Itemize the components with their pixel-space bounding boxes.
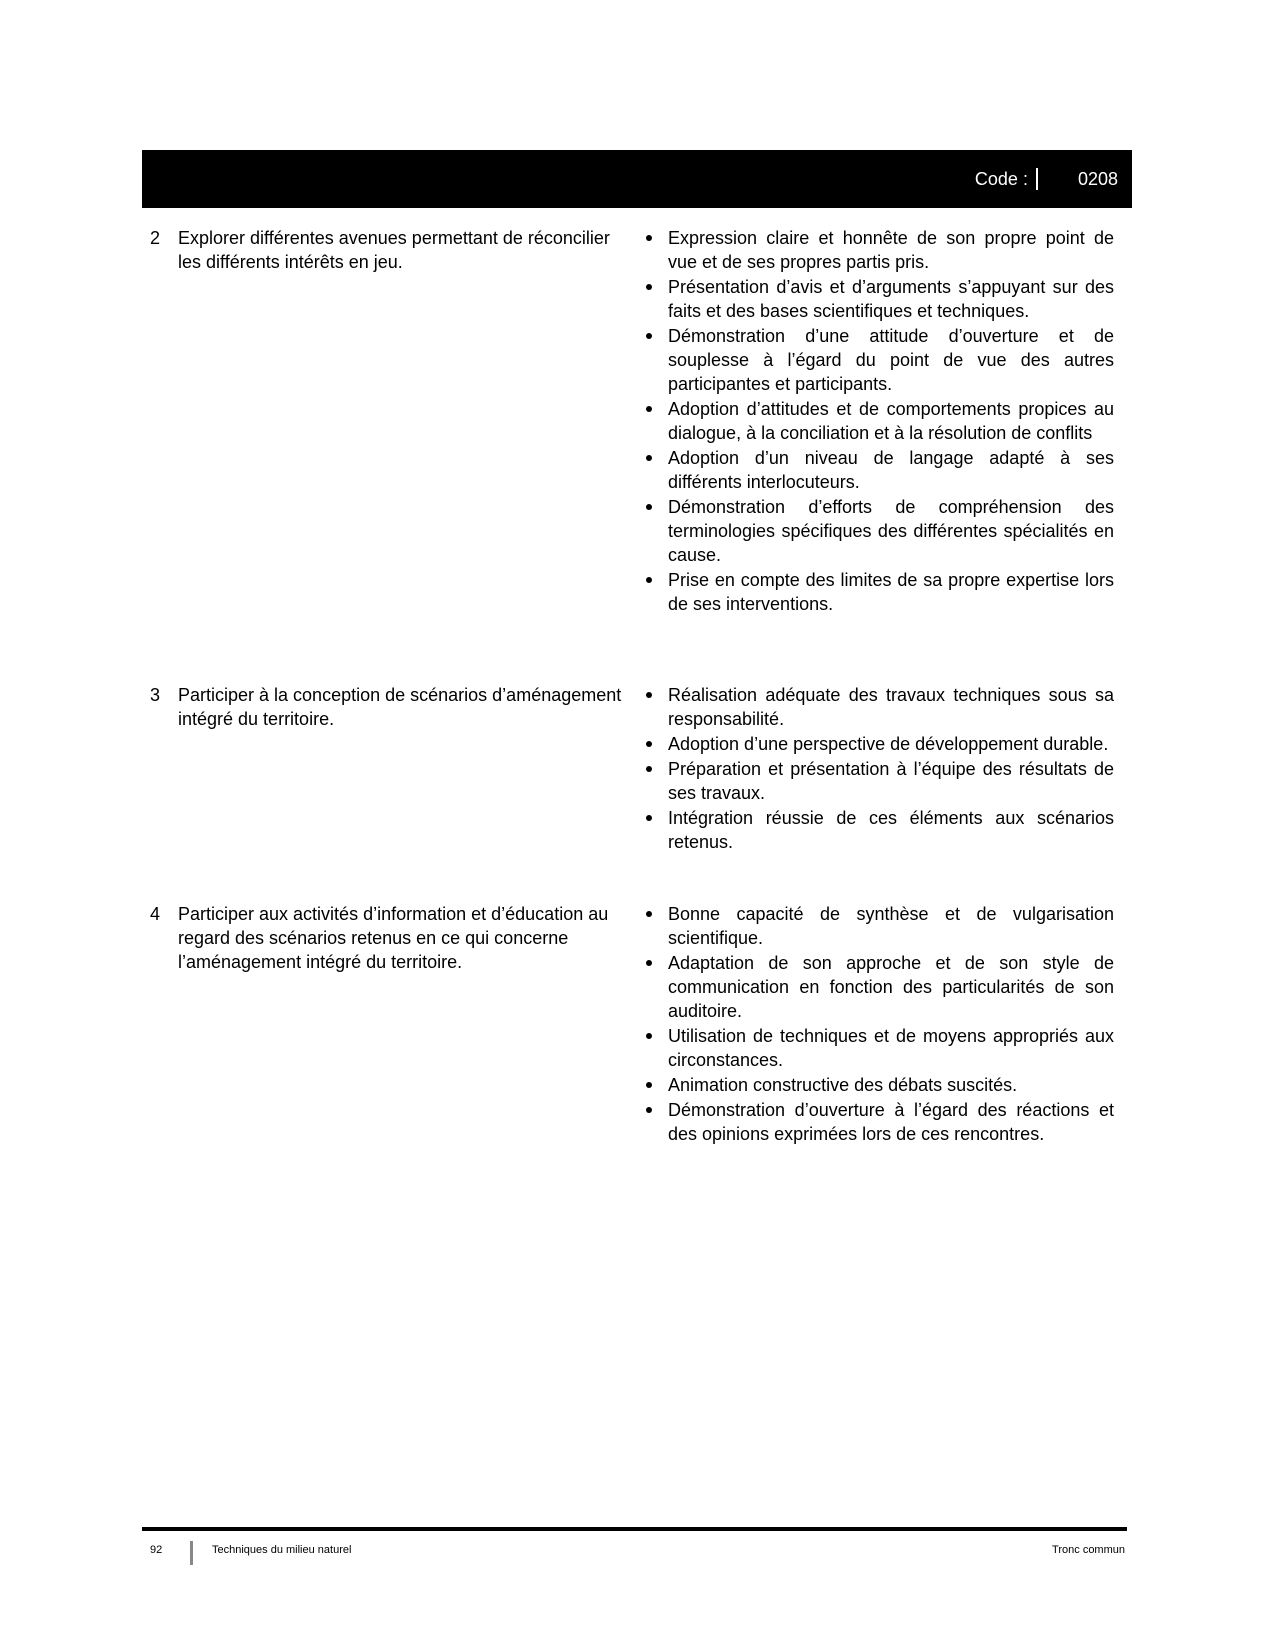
criterion-item: Préparation et présentation à l’équipe des résultats de ses travaux. (644, 757, 1114, 805)
element-number: 4 (150, 904, 161, 924)
program-title: Techniques du milieu naturel (212, 1544, 352, 1556)
criterion-item: Intégration réussie de ces éléments aux scénarios retenus. (644, 806, 1114, 854)
code-value: 0208 (1077, 168, 1118, 189)
element-number: 3 (150, 685, 161, 705)
performance-criteria-list (644, 902, 1114, 1147)
criterion-item: Utilisation de techniques et de moyens appropriés aux circonstances. (644, 1024, 1114, 1072)
competency-code (975, 168, 1118, 190)
header-bar (142, 150, 1132, 208)
page-footer (150, 1541, 1125, 1565)
element-number: 2 (150, 228, 161, 248)
criterion-item: Adaptation de son approche et de son style de communication en fonction des particularités de son auditoire. (644, 951, 1114, 1023)
footer-section-label: Tronc commun (1052, 1544, 1125, 1556)
criterion-item: Démonstration d’efforts de compréhension des terminologies spécifiques des différentes spécialités en cause. (644, 495, 1114, 567)
code-separator (1036, 168, 1038, 190)
criterion-item: Réalisation adéquate des travaux techniques sous sa responsabilité. (644, 683, 1114, 731)
page-number: 92 (150, 1544, 163, 1556)
footer-separator (190, 1541, 193, 1565)
criterion-item: Animation constructive des débats suscités. (644, 1073, 1114, 1097)
criterion-item: Bonne capacité de synthèse et de vulgarisation scientifique. (644, 902, 1114, 950)
criterion-item: Adoption d’attitudes et de comportements propices au dialogue, à la conciliation et à la résolution de conflits (644, 397, 1114, 445)
element-text: Explorer différentes avenues permettant de réconcilier les différents intérêts en jeu. (178, 228, 610, 272)
criterion-item: Démonstration d’ouverture à l’égard des réactions et des opinions exprimées lors de ces rencontres. (644, 1098, 1114, 1146)
criterion-item: Expression claire et honnête de son propre point de vue et de ses propres partis pris. (644, 226, 1114, 274)
element-text: Participer aux activités d’information et d’éducation au regard des scénarios retenus en ce qui concerne l’aménagement intégré du territoire. (178, 904, 609, 972)
performance-criteria-list (644, 226, 1114, 617)
criterion-item: Adoption d’une perspective de développement durable. (644, 732, 1114, 756)
element-text: Participer à la conception de scénarios d’aménagement intégré du territoire. (178, 685, 622, 729)
footer-rule (142, 1527, 1127, 1531)
criterion-item: Démonstration d’une attitude d’ouverture et de souplesse à l’égard du point de vue des autres participantes et participants. (644, 324, 1114, 396)
criterion-item: Prise en compte des limites de sa propre expertise lors de ses interventions. (644, 568, 1114, 616)
performance-criteria-list (644, 683, 1114, 855)
criterion-item: Adoption d’un niveau de langage adapté à ses différents interlocuteurs. (644, 446, 1114, 494)
criterion-item: Présentation d’avis et d’arguments s’appuyant sur des faits et des bases scientifiques et techniques. (644, 275, 1114, 323)
code-label: Code : (974, 168, 1028, 189)
